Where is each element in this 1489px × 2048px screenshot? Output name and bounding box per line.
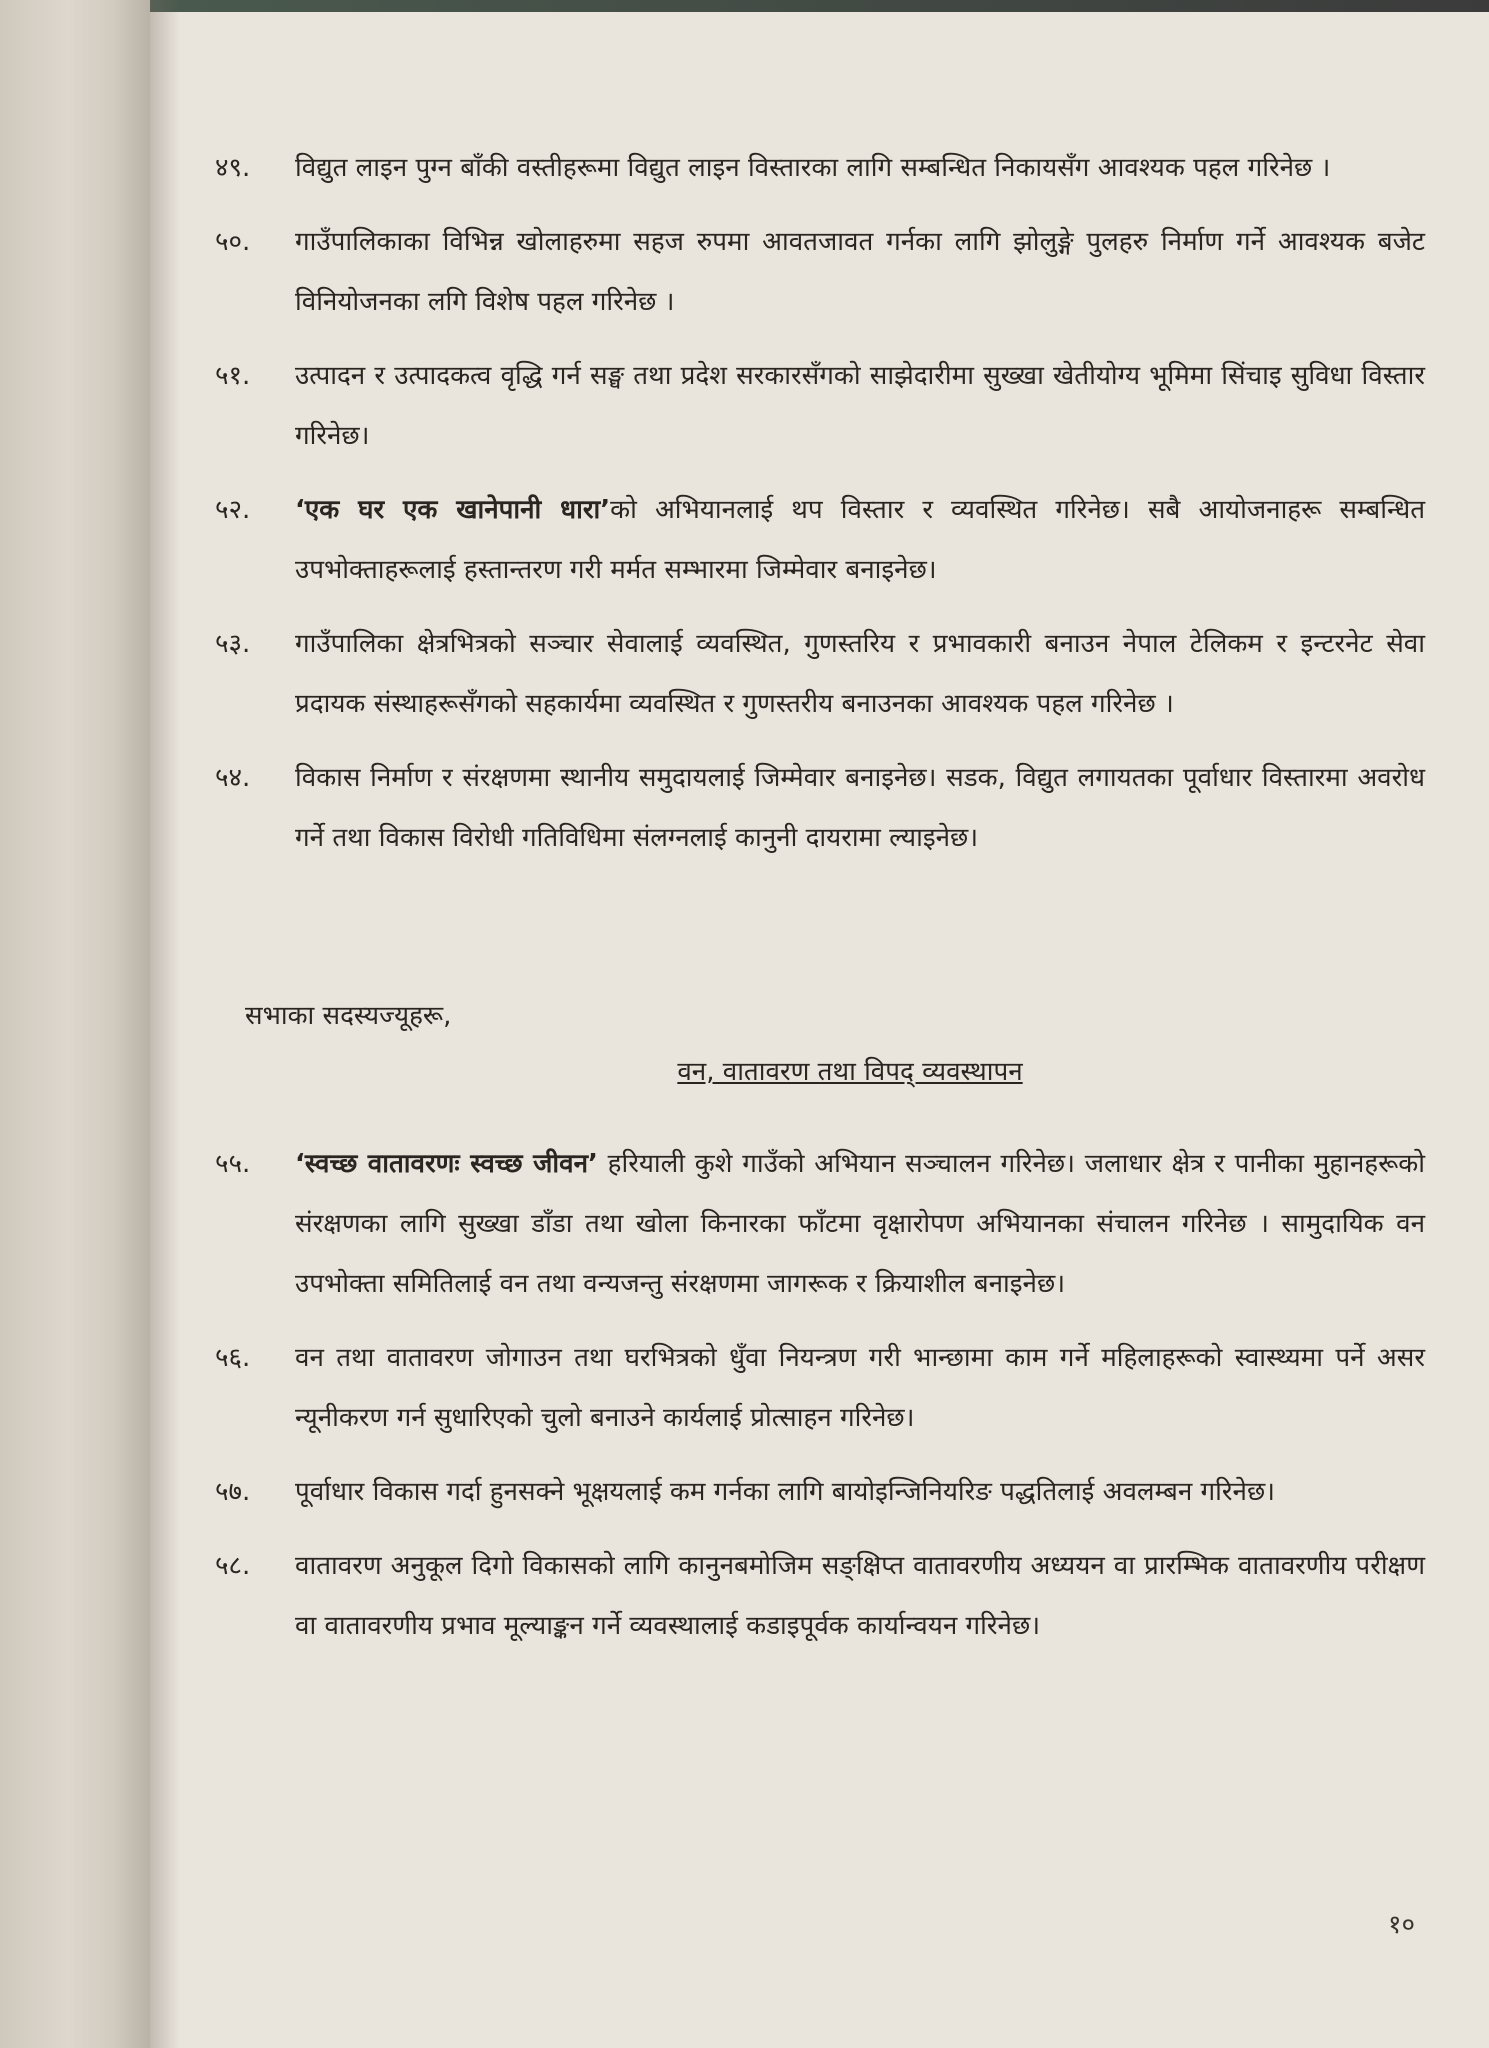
list-item	[215, 212, 1425, 332]
book-binding	[0, 0, 150, 2048]
item-text: को अभियानलाई थप विस्तार र व्यवस्थित गरिनेछ। सबै आयोजनाहरू सम्बन्धित उपभोक्ताहरूलाई हस्तान्तरण गरी मर्मत सम्भारमा जिम्मेवार बनाइनेछ।	[295, 495, 1426, 585]
item-number: ५३.	[215, 629, 251, 659]
document-body	[215, 138, 1425, 1670]
item-number: ५१.	[215, 361, 251, 391]
list-item	[215, 1328, 1425, 1448]
item-number: ४९.	[215, 153, 251, 183]
list-item	[215, 1462, 1425, 1522]
item-text: विकास निर्माण र संरक्षणमा स्थानीय समुदायलाई जिम्मेवार बनाइनेछ। सडक, विद्युत लगायतका पूर्वाधार विस्तारमा अवरोध गर्ने तथा विकास विरोधी गतिविधिमा संलग्नलाई कानुनी दायरामा ल्याइनेछ।	[295, 763, 1425, 853]
item-bold-phrase: ‘एक घर एक खानेपानी धारा’	[295, 495, 611, 525]
item-number: ५४.	[215, 763, 251, 793]
item-text: पूर्वाधार विकास गर्दा हुनसक्ने भूक्षयलाई कम गर्नका लागि बायोइन्जिनियरिङ पद्धतिलाई अवलम्बन गरिनेछ।	[295, 1477, 1276, 1507]
item-text: गाउँपालिकाका विभिन्न खोलाहरुमा सहज रुपमा आवतजावत गर्नका लागि झोलुङ्गे पुलहरु निर्माण गर्ने आवश्यक बजेट विनियोजनका लगि विशेष पहल गरिनेछ ।	[295, 227, 1425, 317]
item-number: ५६.	[215, 1343, 251, 1373]
item-number: ५८.	[215, 1551, 251, 1581]
list-item	[215, 346, 1425, 466]
item-bold-phrase: ‘स्वच्छ वातावरणः स्वच्छ जीवन’	[295, 1149, 598, 1179]
list-item	[215, 1536, 1425, 1656]
page-number: १०	[1387, 1910, 1415, 1940]
item-number: ५७.	[215, 1477, 251, 1507]
section-heading: वन, वातावरण तथा विपद् व्यवस्थापन	[677, 1057, 1023, 1087]
list-item	[215, 138, 1425, 198]
item-text: विद्युत लाइन पुग्न बाँकी वस्तीहरूमा विद्युत लाइन विस्तारका लागि सम्बन्धित निकायसँग आवश्यक पहल गरिनेछ ।	[295, 153, 1331, 183]
item-text: उत्पादन र उत्पादकत्व वृद्धि गर्न सङ्घ तथा प्रदेश सरकारसँगको साझेदारीमा सुख्खा खेतीयोग्य भूमिमा सिंचाइ सुविधा विस्तार गरिनेछ।	[295, 361, 1425, 451]
item-number: ५५.	[215, 1149, 251, 1179]
item-text: वन तथा वातावरण जोगाउन तथा घरभित्रको धुँवा नियन्त्रण गरी भान्छामा काम गर्ने महिलाहरूको स्वास्थ्यमा पर्ने असर न्यूनीकरण गर्न सुधारिएको चुलो बनाउने कार्यलाई प्रोत्साहन गरिनेछ।	[295, 1343, 1425, 1433]
item-text: हरियाली कुशे गाउँको अभियान सञ्चालन गरिनेछ। जलाधार क्षेत्र र पानीका मुहानहरूको संरक्षणका लागि सुख्खा डाँडा तथा खोला किनारका फाँटमा वृक्षारोपण अभियानका संचालन गरिनेछ । सामुदायिक वन उपभोक्ता समितिलाई वन तथा वन्यजन्तु संरक्षणमा जागरूक र क्रियाशील बनाइनेछ।	[295, 1149, 1425, 1299]
list-item	[215, 1134, 1425, 1314]
list-item	[215, 480, 1425, 600]
item-text: वातावरण अनुकूल दिगो विकासको लागि कानुनबमोजिम सङ्क्षिप्त वातावरणीय अध्ययन वा प्रारम्भिक वातावरणीय परीक्षण वा वातावरणीय प्रभाव मूल्याङ्कन गर्ने व्यवस्थालाई कडाइपूर्वक कार्यान्वयन गरिनेछ।	[295, 1551, 1425, 1641]
item-number: ५०.	[215, 227, 251, 257]
greeting: सभाका सदस्यज्यूहरू,	[245, 1001, 452, 1031]
book-top-edge	[0, 0, 1489, 12]
item-text: गाउँपालिका क्षेत्रभित्रको सञ्चार सेवालाई व्यवस्थित, गुणस्तरिय र प्रभावकारी बनाउन नेपाल टेलिकम र इन्टरनेट सेवा प्रदायक संस्थाहरूसँगको सहकार्यमा व्यवस्थित र गुणस्तरीय बनाउनका आवश्यक पहल गरिनेछ ।	[295, 629, 1425, 719]
list-item	[215, 614, 1425, 734]
binding-shadow	[150, 0, 180, 2048]
list-item	[215, 748, 1425, 868]
item-number: ५२.	[215, 495, 251, 525]
